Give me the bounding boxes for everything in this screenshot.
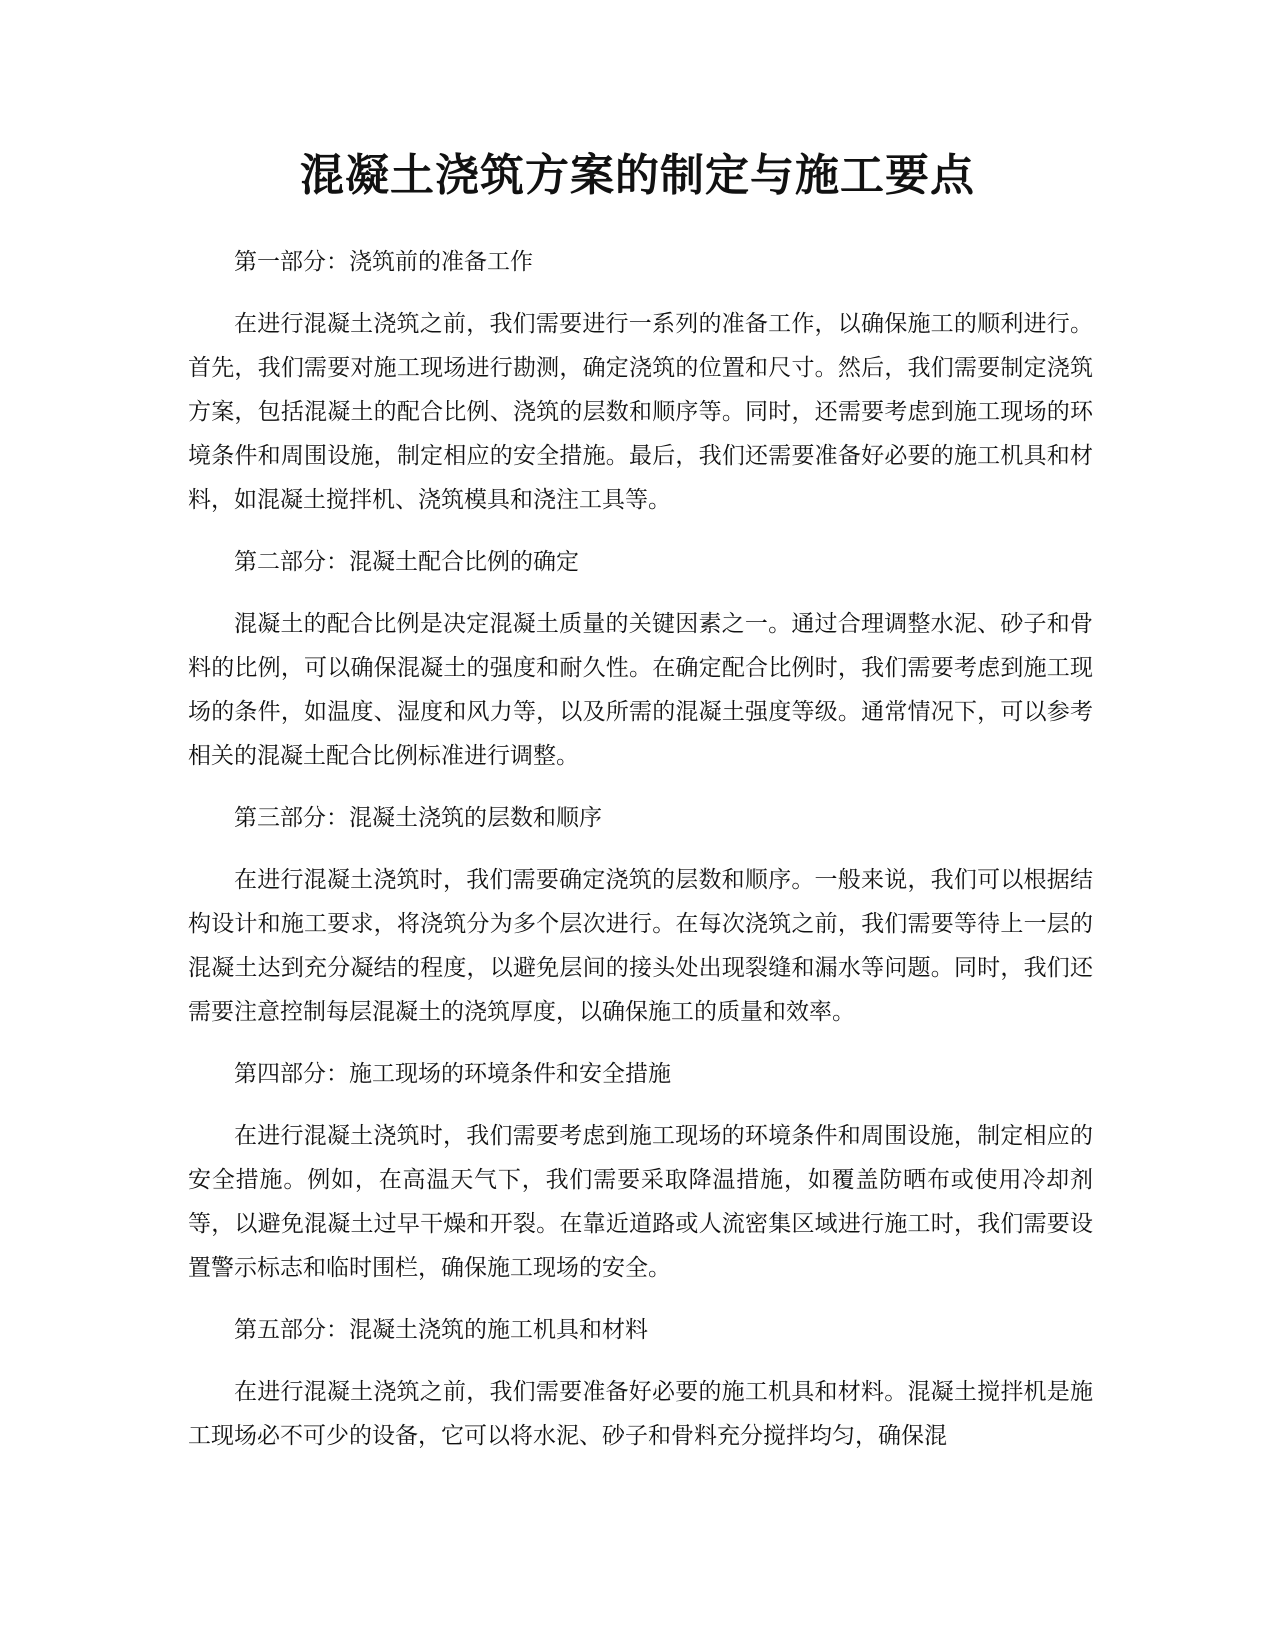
section-paragraph: 混凝土的配合比例是决定混凝土质量的关键因素之一。通过合理调整水泥、砂子和骨料的比例，可以确保混凝土的强度和耐久性。在确定配合比例时，我们需要考虑到施工现场的条件，如温度、湿度和风力等，以及所需的混凝土强度等级。通常情况下，可以参考相关的混凝土配合比例标准进行调整。 [188,611,1093,769]
section-heading: 第四部分：施工现场的环境条件和安全措施 [234,1061,671,1087]
section-paragraph: 在进行混凝土浇筑之前，我们需要准备好必要的施工机具和材料。混凝土搅拌机是施工现场必不可少的设备，它可以将水泥、砂子和骨料充分搅拌均匀，确保混 [188,1379,1093,1449]
section-heading: 第三部分：混凝土浇筑的层数和顺序 [234,805,602,831]
document-body [188,240,1093,1476]
section-paragraph: 在进行混凝土浇筑之前，我们需要进行一系列的准备工作，以确保施工的顺利进行。首先，我们需要对施工现场进行勘测，确定浇筑的位置和尺寸。然后，我们需要制定浇筑方案，包括混凝土的配合比例、浇筑的层数和顺序等。同时，还需要考虑到施工现场的环境条件和周围设施，制定相应的安全措施。最后，我们还需要准备好必要的施工机具和材料，如混凝土搅拌机、浇筑模具和浇注工具等。 [188,311,1093,513]
section-heading: 第五部分：混凝土浇筑的施工机具和材料 [234,1317,648,1343]
section-heading: 第二部分：混凝土配合比例的确定 [234,549,579,575]
section-paragraph: 在进行混凝土浇筑时，我们需要确定浇筑的层数和顺序。一般来说，我们可以根据结构设计和施工要求，将浇筑分为多个层次进行。在每次浇筑之前，我们需要等待上一层的混凝土达到充分凝结的程度，以避免层间的接头处出现裂缝和漏水等问题。同时，我们还需要注意控制每层混凝土的浇筑厚度，以确保施工的质量和效率。 [188,867,1093,1025]
document-title: 混凝土浇筑方案的制定与施工要点 [300,150,975,201]
section-paragraph: 在进行混凝土浇筑时，我们需要考虑到施工现场的环境条件和周围设施，制定相应的安全措施。例如，在高温天气下，我们需要采取降温措施，如覆盖防晒布或使用冷却剂等，以避免混凝土过早干燥和开裂。在靠近道路或人流密集区域进行施工时，我们需要设置警示标志和临时围栏，确保施工现场的安全。 [188,1123,1093,1281]
section-heading: 第一部分：浇筑前的准备工作 [234,249,533,275]
